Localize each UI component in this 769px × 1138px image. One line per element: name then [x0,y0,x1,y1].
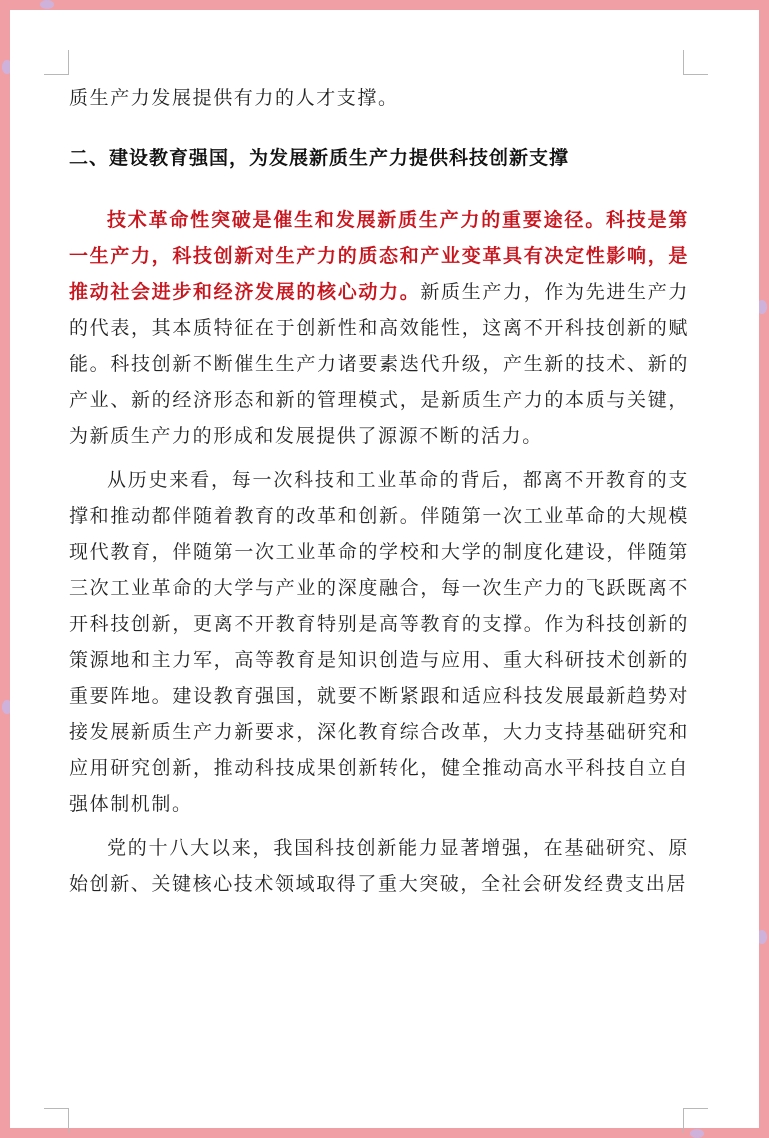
crop-mark-bottom-right [683,1108,708,1133]
frame-flower-decoration [40,0,54,9]
document-page [10,10,759,1128]
crop-mark-top-right [683,50,708,75]
crop-mark-bottom-left [44,1108,69,1133]
crop-mark-top-left [44,50,69,75]
continued-line: 质生产力发展提供有力的人才支撑。 [69,87,399,109]
paragraph-3: 党的十八大以来，我国科技创新能力显著增强，在基础研究、原始创新、关键核心技术领域取得了重大突破，全社会研发经费支出居 [69,837,689,895]
section-heading: 二、建设教育强国，为发展新质生产力提供科技创新支撑 [69,147,570,169]
paragraph-1-body: 新质生产力，作为先进生产力的代表，其本质特征在于创新性和高效能性，这离不开科技创新的赋能。科技创新不断催生生产力诸要素迭代升级，产生新的技术、新的产业、新的经济形态和新的管理模式，是新质生产力的本质与关键，为新质生产力的形成和发展提供了源源不断的活力。 [69,281,689,447]
paragraph-1 [69,202,689,454]
document-body [69,80,689,910]
highlighted-text: 技术革命性突破是催生和发展新质生产力的重要途径。科技是第一生产力，科技创新对生产力的质态和产业变革具有决定性影响，是推动社会进步和经济发展的核心动力。 [69,209,689,303]
paragraph-2: 从历史来看，每一次科技和工业革命的背后，都离不开教育的支撑和推动都伴随着教育的改革和创新。伴随第一次工业革命的大规模现代教育，伴随第一次工业革命的学校和大学的制度化建设，伴随第三次工业革命的大学与产业的深度融合，每一次生产力的飞跃既离不开科技创新，更离不开教育特别是高等教育的支撑。作为科技创新的策源地和主力军，高等教育是知识创造与应用、重大科研技术创新的重要阵地。建设教育强国，就要不断紧跟和适应科技发展最新趋势对接发展新质生产力新要求，深化教育综合改革，大力支持基础研究和应用研究创新，推动科技成果创新转化，健全推动高水平科技自立自强体制机制。 [69,469,689,815]
